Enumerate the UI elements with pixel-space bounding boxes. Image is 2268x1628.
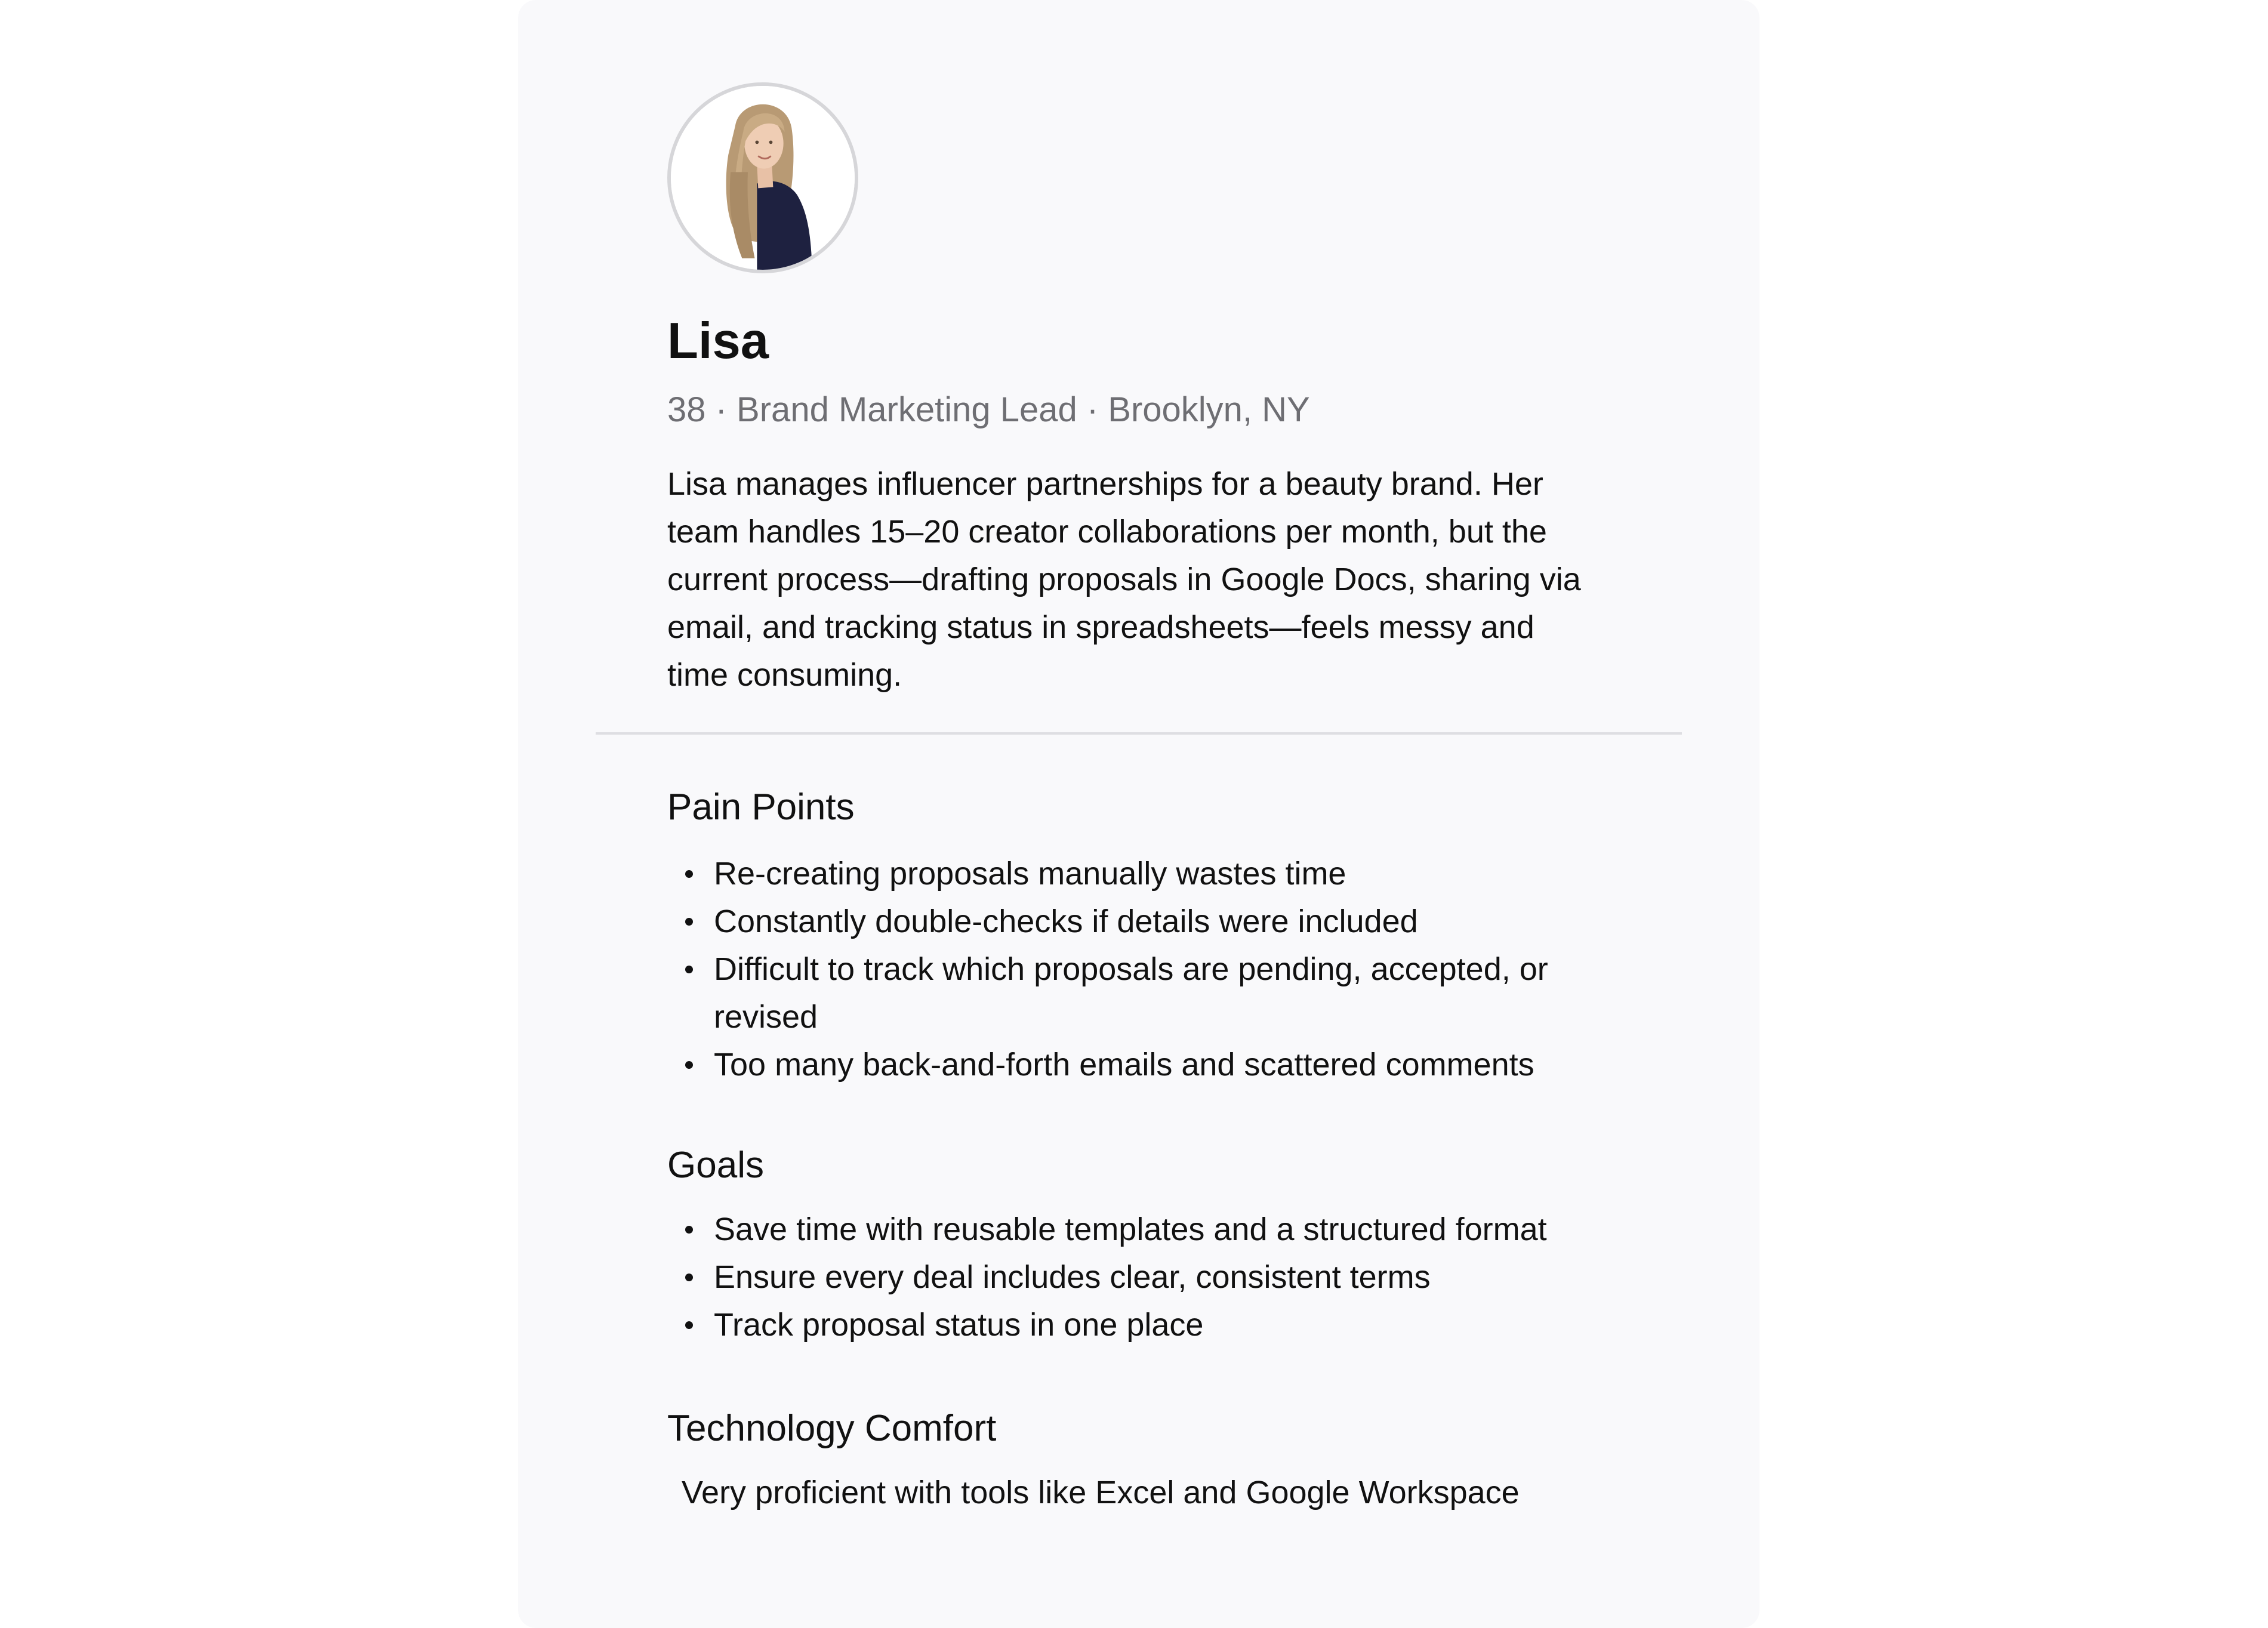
list-item [667,898,1598,945]
bullet-icon [685,1321,693,1329]
technology-comfort-text: Very proficient with tools like Excel and Google Workspace [682,1475,1520,1510]
bullet-icon [685,966,693,973]
persona-meta: 38 · Brand Marketing Lead · Brooklyn, NY [667,390,1310,429]
avatar [667,82,858,273]
list-item-text: Constantly double-checks if details were included [714,904,1418,939]
list-item-text: Save time with reusable templates and a structured format [714,1211,1547,1247]
list-item [667,850,1598,898]
profile-photo-icon [671,86,855,270]
list-item [667,945,1598,1041]
list-item [667,1301,1598,1349]
persona-name: Lisa [667,313,769,369]
list-item-text: Too many back-and-forth emails and scattered comments [714,1047,1534,1083]
bullet-icon [685,1061,693,1069]
list-item-text: Ensure every deal includes clear, consistent terms [714,1259,1431,1295]
goals-list [667,1205,1598,1349]
pain-points-heading: Pain Points [667,787,855,828]
list-item-text: Track proposal status in one place [714,1307,1204,1343]
persona-card [518,0,1759,1628]
list-item [667,1205,1598,1253]
bullet-icon [685,1226,693,1234]
bullet-icon [685,918,693,926]
persona-bio: Lisa manages influencer partnerships for a beauty brand. Her team handles 15–20 creator collaborations per month, but the current process—drafting proposals in Google Docs, sharing via email, and tracking status in spreadsheets—feels messy and time consuming. [667,466,1581,693]
pain-points-list [667,850,1598,1089]
list-item-text: Re-creating proposals manually wastes time [714,856,1346,892]
list-item-text: Difficult to track which proposals are pending, accepted, or revised [714,951,1548,1035]
bullet-icon [685,1274,693,1281]
bullet-icon [685,870,693,878]
list-item [667,1253,1598,1301]
technology-comfort-heading: Technology Comfort [667,1408,997,1449]
goals-heading: Goals [667,1145,764,1186]
list-item [667,1041,1598,1089]
section-divider [596,732,1682,735]
